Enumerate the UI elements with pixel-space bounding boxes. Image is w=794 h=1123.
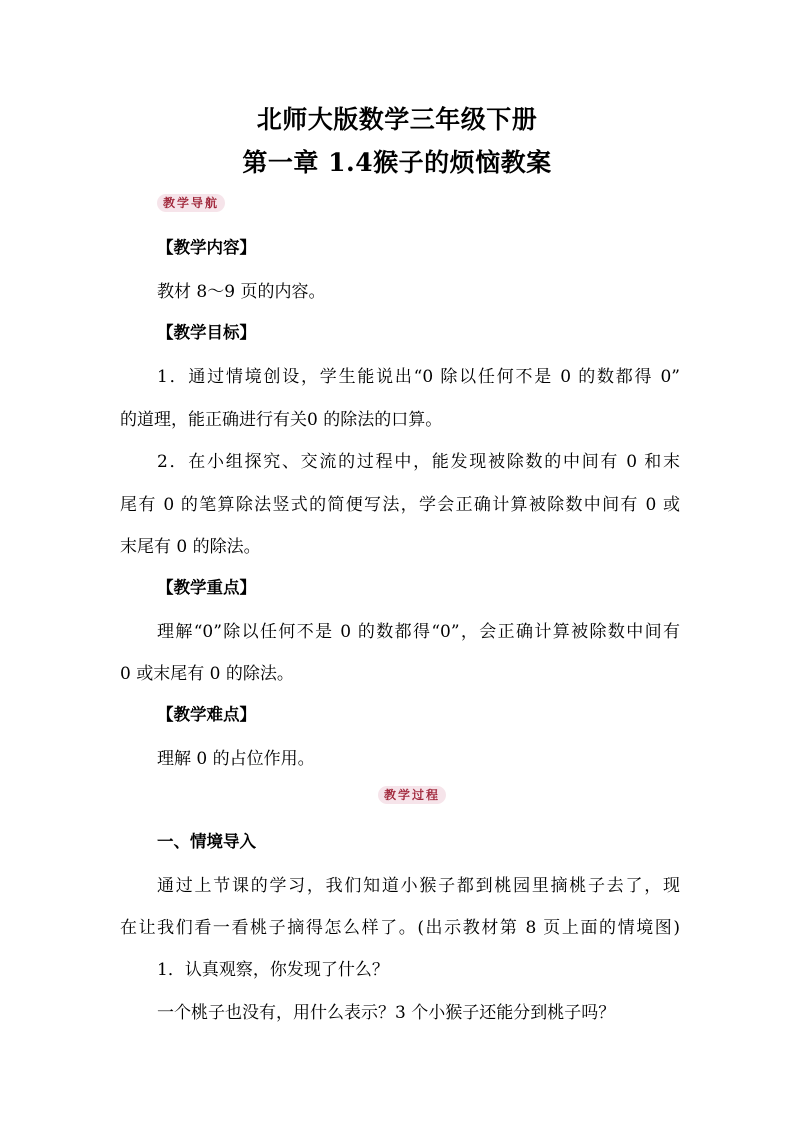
difficulty-heading: 【教学难点】 xyxy=(157,705,256,724)
difficulty-text: 理解 0 的占位作用。 xyxy=(157,749,315,769)
goal2-line3: 末尾有 0 的除法。 xyxy=(120,537,261,557)
key-line2: 0 或末尾有 0 的除法。 xyxy=(120,664,294,684)
teaching-nav-badge: 教学导航 xyxy=(157,194,225,212)
key-line1: 理解“0”除以任何不是 0 的数都得“0”，会正确计算被除数中间有 xyxy=(157,622,680,642)
goal-heading: 【教学目标】 xyxy=(157,323,256,342)
content-text: 教材 8～9 页的内容。 xyxy=(157,282,326,302)
goal2-line1: 2．在小组探究、交流的过程中，能发现被除数的中间有 0 和末 xyxy=(157,452,680,472)
intro-line1: 通过上节课的学习，我们知道小猴子都到桃园里摘桃子去了，现 xyxy=(157,876,680,896)
intro-line2: 在让我们看一看桃子摘得怎么样了。(出示教材第 8 页上面的情境图) xyxy=(120,918,680,938)
key-heading: 【教学重点】 xyxy=(157,578,256,597)
teaching-process-badge: 教学过程 xyxy=(378,786,446,804)
question-1: 1．认真观察，你发现了什么？ xyxy=(157,960,389,980)
goal2-line2: 尾有 0 的笔算除法竖式的简便写法，学会正确计算被除数中间有 0 或 xyxy=(120,495,680,515)
goal1-line1: 1．通过情境创设，学生能说出“0 除以任何不是 0 的数都得 0” xyxy=(157,367,680,387)
document-subtitle: 第一章 1.4猴子的烦恼教案 xyxy=(242,148,552,177)
content-heading: 【教学内容】 xyxy=(157,238,256,257)
goal1-line2: 的道理，能正确进行有关0 的除法的口算。 xyxy=(120,410,443,430)
document-title: 北师大版数学三年级下册 xyxy=(256,105,538,134)
intro-heading: 一、情境导入 xyxy=(157,832,256,851)
question-2: 一个桃子也没有，用什么表示？3 个小猴子还能分到桃子吗？ xyxy=(157,1003,616,1023)
